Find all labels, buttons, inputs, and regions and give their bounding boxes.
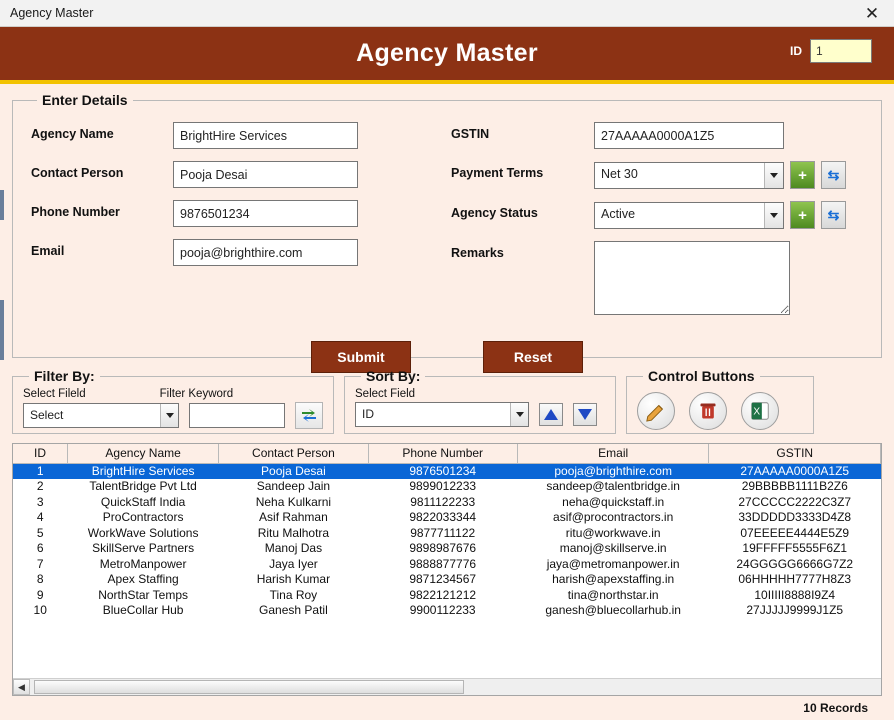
table-row[interactable] [13,510,881,526]
add-agency-status-button[interactable]: + [790,201,815,229]
cell-id: 3 [36,494,44,509]
trash-svg [698,400,718,422]
cell-email: tina@northstar.in [567,587,659,602]
agency-status-label: Agency Status [451,206,538,220]
export-excel-icon[interactable] [741,392,779,430]
cell-agency-name: QuickStaff India [100,494,186,509]
table-row[interactable] [13,463,881,479]
table-row[interactable] [13,479,881,495]
payment-terms-dropdown[interactable] [594,162,784,189]
column-header-id[interactable]: ID [13,444,67,463]
cell-phone-number: 9811122233 [410,494,476,509]
table-row[interactable] [13,556,881,572]
table-row[interactable] [13,525,881,541]
column-header-email[interactable]: Email [517,444,709,463]
id-label: ID [790,44,802,58]
table-row[interactable] [13,587,881,603]
cell-phone-number: 9900112233 [409,603,476,618]
agency-data-grid [13,444,881,618]
scroll-left-icon[interactable]: ◀ [13,679,30,695]
cell-gstin: 10IIIII8888I9Z4 [754,587,836,602]
cell-contact-person: Ritu Malhotra [257,525,330,540]
cell-contact-person: Asif Rahman [259,510,328,525]
cell-phone-number: 9877711122 [410,525,476,540]
cell-agency-name: BlueCollar Hub [102,603,184,618]
cell-email: manoj@skillserve.in [559,541,667,556]
cell-agency-name: Apex Staffing [107,572,179,587]
chevron-down-icon [160,404,178,427]
control-buttons-group [626,368,814,434]
sort-legend: Sort By: [366,368,421,384]
cell-agency-name: TalentBridge Pvt Ltd [89,479,197,494]
cell-gstin: 29BBBBB1111B2Z6 [741,479,848,494]
cell-phone-number: 9898987676 [409,541,477,556]
phone-number-input[interactable] [173,200,358,227]
refresh-agency-status-icon[interactable]: ⇆ [821,201,846,229]
chevron-down-icon [510,403,528,426]
cell-email: sandeep@talentbridge.in [546,479,680,494]
cell-id: 6 [36,541,44,556]
scrollbar-thumb[interactable] [34,680,464,694]
svg-text:X: X [753,406,761,418]
filter-legend: Filter By: [34,368,95,384]
gstin-label: GSTIN [451,127,490,141]
cell-email: pooja@brighthire.com [517,463,709,479]
edge-strip-decoration [0,300,4,360]
phone-number-label: Phone Number [31,205,120,219]
details-right-column [451,122,863,315]
sort-field-select[interactable] [355,402,529,427]
sort-descending-icon[interactable] [573,403,597,426]
cell-contact-person: Tina Roy [269,587,318,602]
filter-select-field-label: Select Fileld [23,388,86,400]
cell-contact-person: Neha Kulkarni [255,494,332,509]
cell-id: 9 [36,587,44,602]
sort-field-value: ID [362,407,374,421]
remarks-textarea[interactable] [594,241,790,315]
filter-field-select[interactable] [23,403,179,428]
cell-email: neha@quickstaff.in [562,494,665,509]
cell-email: ganesh@bluecollarhub.in [545,603,681,618]
cell-email: jaya@metromanpower.in [546,556,680,571]
filter-refresh-icon[interactable] [295,402,323,429]
cell-agency-name: ProContractors [102,510,184,525]
chevron-down-icon [764,163,783,188]
sort-select-field-label: Select Field [355,388,416,400]
table-row[interactable] [13,494,881,510]
cell-phone-number: 9871234567 [409,572,477,587]
pencil-svg [645,400,667,422]
excel-svg [749,400,771,422]
horizontal-scrollbar[interactable] [13,678,881,695]
agency-status-row [594,201,863,229]
control-legend: Control Buttons [648,368,755,384]
cell-agency-name: WorkWave Solutions [87,525,199,540]
header-banner [0,27,894,84]
filter-sort-control-row [12,368,882,434]
cell-id: 1 [13,463,67,479]
remarks-label: Remarks [451,246,504,260]
email-label: Email [31,244,65,258]
cell-email: asif@procontractors.in [553,510,674,525]
cell-id: 8 [36,572,44,587]
table-row[interactable] [13,541,881,557]
cell-gstin: 24GGGGG6666G7Z2 [736,556,854,571]
cell-phone-number: 9899012233 [409,479,477,494]
cell-contact-person: Pooja Desai [219,463,368,479]
gstin-input[interactable] [594,122,784,149]
close-icon[interactable]: ✕ [864,3,880,23]
contact-person-input[interactable] [173,161,358,188]
cell-id: 4 [36,510,44,525]
contact-person-label: Contact Person [31,166,124,180]
cell-id: 7 [36,556,44,571]
cell-gstin: 33DDDDD3333D4Z8 [738,510,852,525]
window-title: Agency Master [10,6,94,20]
cell-agency-name: SkillServe Partners [92,541,195,556]
table-row[interactable] [13,603,881,619]
table-row[interactable] [13,572,881,588]
column-header-contact-person[interactable]: Contact Person [219,444,368,463]
filter-keyword-label: Filter Keyword [159,388,234,400]
cell-contact-person: Ganesh Patil [259,603,328,618]
filter-keyword-input[interactable] [189,403,285,428]
page-title: Agency Master [356,39,538,67]
agency-status-value: Active [601,206,636,221]
payment-terms-value: Net 30 [601,166,638,181]
title-bar [0,0,894,27]
column-header-agency-name[interactable]: Agency Name [67,444,218,463]
agency-name-label: Agency Name [31,127,114,141]
cell-gstin: 27AAAAA0000A1Z5 [709,463,881,479]
cell-phone-number: 9888877776 [409,556,477,571]
cell-contact-person: Jaya Iyer [269,556,318,571]
cell-id: 10 [33,603,47,618]
table-header-row [13,444,881,463]
submit-button[interactable]: Submit [311,341,411,373]
sort-ascending-icon[interactable] [539,403,563,426]
cell-email: ritu@workwave.in [565,525,661,540]
delete-trash-icon[interactable] [689,392,727,430]
cell-phone-number: 9876501234 [368,463,517,479]
agency-table[interactable] [12,443,882,696]
refresh-arrows-svg [300,408,318,424]
records-count: 10 Records [803,701,868,715]
filter-by-group [12,368,334,434]
cell-id: 5 [36,525,44,540]
column-header-gstin[interactable]: GSTIN [709,444,881,463]
chevron-down-icon [764,203,783,228]
cell-phone-number: 9822121212 [409,587,477,602]
column-header-phone-number[interactable]: Phone Number [368,444,517,463]
main-body [0,84,894,720]
reset-button[interactable]: Reset [483,341,583,373]
cell-contact-person: Sandeep Jain [256,479,331,494]
id-group [790,39,872,63]
edge-strip-decoration [0,190,4,220]
status-bar [12,696,882,720]
id-input[interactable] [810,39,872,63]
cell-gstin: 19FFFFF5555F6Z1 [742,541,848,556]
agency-status-dropdown[interactable] [594,202,784,229]
details-left-column [31,122,451,315]
cell-contact-person: Manoj Das [264,541,323,556]
sort-by-group [344,368,616,434]
edit-pencil-icon[interactable] [637,392,675,430]
cell-gstin: 27CCCCC2222C3Z7 [738,494,852,509]
refresh-payment-terms-icon[interactable]: ⇆ [821,161,846,189]
cell-agency-name: MetroManpower [99,556,187,571]
filter-field-value: Select [30,408,64,422]
enter-details-group [12,92,882,365]
cell-agency-name: BrightHire Services [67,463,218,479]
email-input[interactable] [173,239,358,266]
payment-terms-row [594,161,863,189]
payment-terms-label: Payment Terms [451,166,544,180]
cell-gstin: 27JJJJJ9999J1Z5 [746,603,844,618]
cell-id: 2 [36,479,44,494]
cell-gstin: 06HHHHH7777H8Z3 [738,572,852,587]
cell-gstin: 07EEEEE4444E5Z9 [740,525,850,540]
cell-email: harish@apexstaffing.in [552,572,675,587]
cell-phone-number: 9822033344 [409,510,477,525]
cell-agency-name: NorthStar Temps [98,587,189,602]
add-payment-term-button[interactable]: + [790,161,815,189]
agency-name-input[interactable] [173,122,358,149]
cell-contact-person: Harish Kumar [256,572,331,587]
enter-details-legend: Enter Details [42,92,128,108]
